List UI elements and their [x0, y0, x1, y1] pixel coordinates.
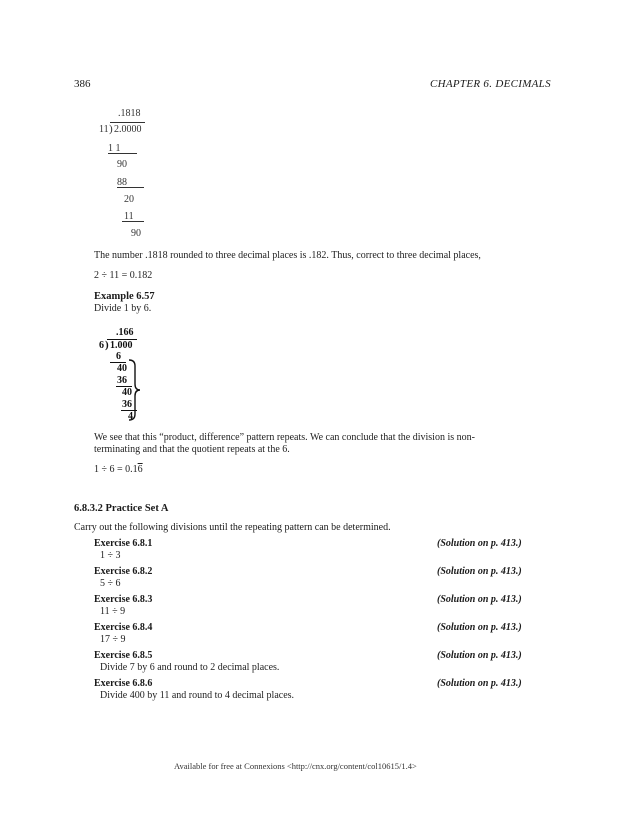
exercise-title: Exercise 6.8.1	[94, 538, 153, 549]
division1-dividend: 2.0000	[114, 124, 142, 135]
division2-step: 40	[117, 363, 127, 374]
division2-step: 4	[128, 411, 133, 422]
division1-step: 1 1	[108, 143, 121, 154]
solution-link[interactable]: (Solution on p. 413.)	[437, 538, 522, 549]
division1-step: 88	[117, 177, 127, 188]
division2-divisor: 6	[99, 340, 104, 351]
footer-attribution: Available for free at Connexions <http://cnx.org/content/col10615/1.4>	[174, 761, 417, 771]
equation-1-div-6	[94, 464, 143, 475]
pattern-explanation-line1: We see that this “product, difference” pattern repeats. We can conclude that the division is non-	[94, 432, 475, 443]
division2-step: 36	[117, 375, 127, 386]
division2-quotient: .166	[116, 327, 134, 338]
division1-rule	[117, 187, 144, 188]
exercise-title: Exercise 6.8.3	[94, 594, 153, 605]
example-prompt: Divide 1 by 6.	[94, 303, 152, 314]
exercise-title: Exercise 6.8.5	[94, 650, 153, 661]
exercise-title: Exercise 6.8.4	[94, 622, 153, 633]
equation2-lhs: 1 ÷ 6 = 0.1	[94, 464, 138, 475]
exercise-body: Divide 7 by 6 and round to 2 decimal places.	[100, 662, 280, 673]
solution-link[interactable]: (Solution on p. 413.)	[437, 594, 522, 605]
pattern-explanation-line2: terminating and that the quotient repeats at the 6.	[94, 444, 290, 455]
exercise-body: 11 ÷ 9	[100, 606, 126, 617]
division2-bracket: )	[105, 339, 109, 351]
practice-intro: Carry out the following divisions until the repeating pattern can be determined.	[74, 522, 391, 533]
division2-step: 6	[116, 351, 121, 362]
section-title: 6.8.3.2 Practice Set A	[74, 503, 169, 514]
exercise-body: 17 ÷ 9	[100, 634, 126, 645]
exercise-title: Exercise 6.8.2	[94, 566, 153, 577]
solution-link[interactable]: (Solution on p. 413.)	[437, 566, 522, 577]
division2-step: 36	[122, 399, 132, 410]
chapter-heading: CHAPTER 6. DECIMALS	[430, 78, 551, 90]
division1-quotient: .1818	[118, 108, 141, 119]
exercise-body: 1 ÷ 3	[100, 550, 121, 561]
exercise-body: 5 ÷ 6	[100, 578, 121, 589]
equation-2-div-11: 2 ÷ 11 = 0.182	[94, 270, 153, 281]
equation2-repeating-digit: 6	[137, 464, 143, 475]
division1-bracket: )	[109, 123, 113, 135]
division1-step: 11	[124, 211, 134, 222]
exercise-title: Exercise 6.8.6	[94, 678, 153, 689]
repeat-brace-icon	[127, 358, 143, 422]
solution-link[interactable]: (Solution on p. 413.)	[437, 678, 522, 689]
rounding-explanation: The number .1818 rounded to three decimal places is .182. Thus, correct to three decimal places,	[94, 250, 481, 261]
division2-step: 40	[122, 387, 132, 398]
division1-vinculum	[110, 122, 145, 123]
solution-link[interactable]: (Solution on p. 413.)	[437, 622, 522, 633]
exercise-body: Divide 400 by 11 and round to 4 decimal places.	[100, 690, 295, 701]
example-title: Example 6.57	[94, 291, 155, 302]
division1-step: 20	[124, 194, 134, 205]
page-number: 386	[74, 78, 91, 90]
division1-step: 90	[131, 228, 141, 239]
division1-step: 90	[117, 159, 127, 170]
division1-rule	[108, 153, 137, 154]
division1-rule	[122, 221, 144, 222]
division2-dividend: 1.000	[110, 340, 133, 351]
division1-divisor: 11	[99, 124, 109, 135]
solution-link[interactable]: (Solution on p. 413.)	[437, 650, 522, 661]
